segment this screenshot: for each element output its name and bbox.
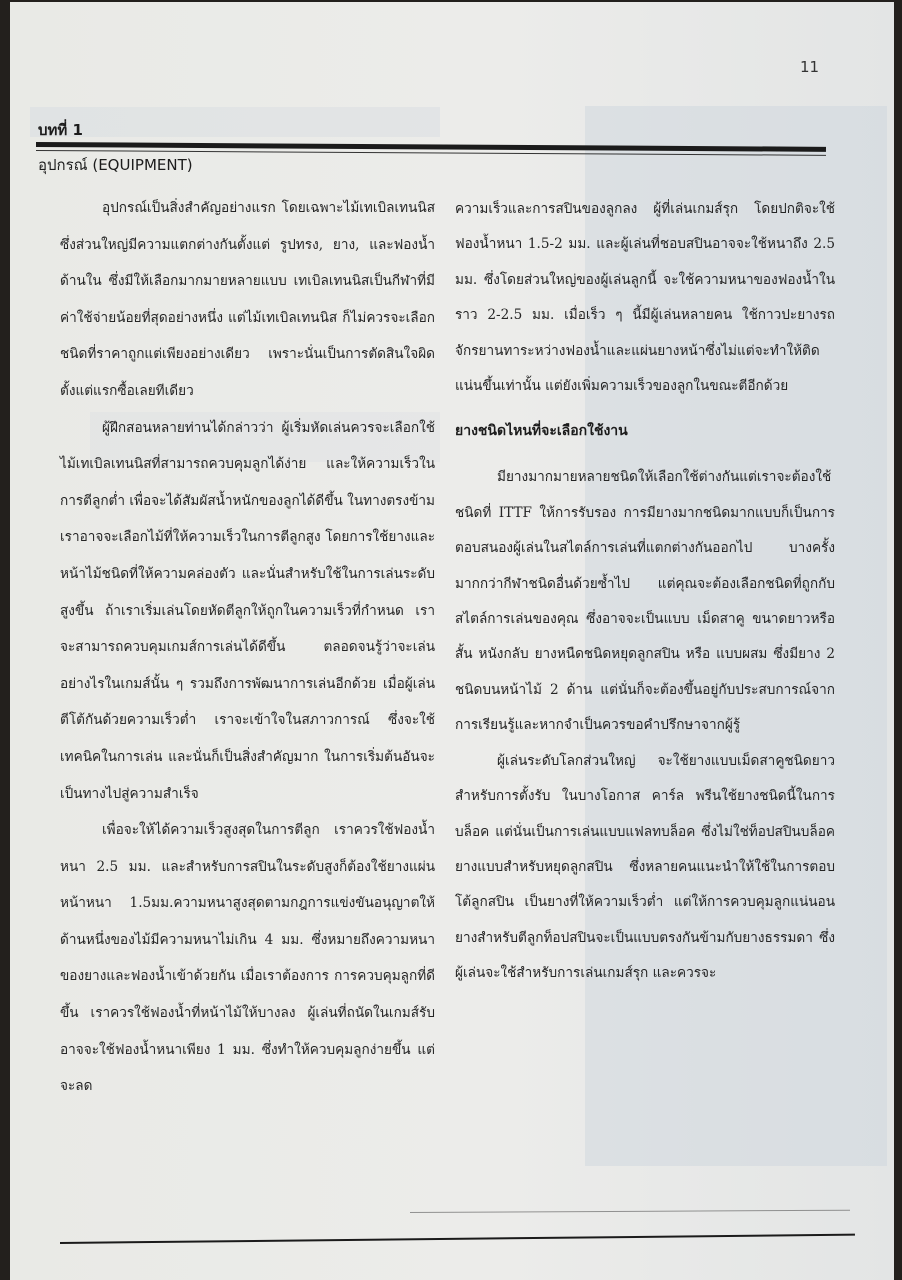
paragraph: เพื่อจะให้ได้ความเร็วสูงสุดในการตีลูก เราควรใช้ฟองน้ำหนา 2.5 มม. และสำหรับการสปินในระดับสูงก็ต้องใช้ยางแผ่นหน้าหนา 1.5มม.ความหนาสูงสุดตามกฎการแข่งขันอนุญาตให้ด้านหนึ่งของไม้มีความหนาไม่เกิน 4 มม. ซึ่งหมายถึงความหนาของยางและฟองน้ำเข้าด้วยกัน เมื่อเราต้องการ การควบคุมลูกที่ดีขึ้น เราควรใช้ฟองน้ำที่หน้าไม้ให้บางลง ผู้เล่นที่ถนัดในเกมส์รับอาจจะใช้ฟองน้ำหนาเพียง 1 มม. ซึ่งทำให้ควบคุมลูกง่ายขึ้น แต่จะลด — [60, 822, 435, 1095]
left-column — [60, 190, 435, 1105]
subsection-heading: ยางชนิดไหนที่จะเลือกใช้งาน — [455, 423, 628, 440]
paragraph: มียางมากมายหลายชนิดให้เลือกใช้ต่างกันแต่เราจะต้องใช้ชนิดที่ ITTF ให้การรับรอง การมียางมากชนิดมากแบบก็เป็นการตอบสนองผู้เล่นในสไตล์การเล่นที่แตกต่างกันออกไป บางครั้งมากกว่ากีฬาชนิดอื่นด้วยซ้ำไป แต่คุณจะต้องเลือกชนิดที่ถูกกับสไตล์การเล่นของคุณ ซึ่งอาจจะเป็นแบบ เม็ดสาคู ขนาดยาวหรือสั้น หนังกลับ ยางหนืดชนิดหยุดลูกสปิน หรือ แบบผสม ซึ่งมียาง 2 ชนิดบนหน้าไม้ 2 ด้าน แต่นั่นก็จะต้องขึ้นอยู่กับประสบการณ์จากการเรียนรู้และหากจำเป็นควรขอคำปรึกษาจากผู้รู้ — [455, 469, 835, 734]
paragraph: ผู้ฝึกสอนหลายท่านได้กล่าวว่า ผู้เริ่มหัดเล่นควรจะเลือกใช้ไม้เทเบิลเทนนิสที่สามารถควบคุมลูกได้ง่าย และให้ความเร็วในการตีลูกต่ำ เพื่อจะได้สัมผัสน้ำหนักของลูกได้ดีขึ้น ในทางตรงข้ามเราอาจจะเลือกไม้ที่ให้ความเร็วในการตีลูกสูง โดยการใช้ยางและหน้าไม้ชนิดที่ให้ความคล่องตัว และนั่นสำหรับใช้ในการเล่นระดับสูงขึ้น ถ้าเราเริ่มเล่นโดยหัดตีลูกให้ถูกในความเร็วที่กำหนด เราจะสามารถควบคุมเกมส์การเล่นได้ดีขึ้น ตลอดจนรู้ว่าจะเล่นอย่างไรในเกมส์นั้น ๆ รวมถึงการพัฒนาการเล่นอีกด้วย เมื่อผู้เล่น ตีโต้กันด้วยความเร็วต่ำ เราจะเข้าใจในสภาวการณ์ ซึ่งจะใช้เทคนิคในการเล่น และนั่นก็เป็นสิ่งสำคัญมาก ในการเริ่มต้นอันจะเป็นทางไปสู่ความสำเร็จ — [60, 419, 435, 802]
footer-rule — [60, 1234, 855, 1244]
page-number: 11 — [800, 58, 820, 76]
paragraph: ความเร็วและการสปินของลูกลง ผู้ที่เล่นเกมส์รุก โดยปกติจะใช้ฟองน้ำหนา 1.5-2 มม. และผู้เล่นที่ชอบสปินอาจจะใช้หนาถึง 2.5 มม. ซึ่งโดยส่วนใหญ่ของผู้เล่นลูกนี้ จะใช้ความหนาของฟองน้ำในราว 2-2.5 มม. เมื่อเร็ว ๆ นี้มีผู้เล่นหลายคน ใช้กาวปะยางรถจักรยานทาระหว่างฟองน้ำและแผ่นยางหน้าซึ่งไม่แต่จะทำให้ติดแน่นขึ้นเท่านั้น แต่ยังเพิ่มความเร็วของลูกในขณะตีอีกด้วย — [455, 201, 835, 395]
footer-rule-thin — [410, 1210, 850, 1213]
show-through-shadow — [30, 107, 440, 137]
paragraph: อุปกรณ์เป็นสิ่งสำคัญอย่างแรก โดยเฉพาะไม้เทเบิลเทนนิส ซึ่งส่วนใหญ่มีความแตกต่างกันตั้งแต่ รูปทรง, ยาง, และฟองน้ำด้านใน ซึ่งมีให้เลือกมากมายหลายแบบ เทเบิลเทนนิสเป็นกีฬาที่มีค่าใช้จ่ายน้อยที่สุดอย่างหนึ่ง แต่ไม้เทเบิลเทนนิส ก็ไม่ควรจะเลือกชนิดที่ราคาถูกแต่เพียงอย่างเดียว เพราะนั่นเป็นการตัดสินใจผิดตั้งแต่แรกซื้อเลยทีเดียว — [60, 200, 435, 399]
book-page — [10, 2, 894, 1280]
section-title: อุปกรณ์ (EQUIPMENT) — [38, 156, 193, 174]
right-column — [455, 192, 835, 992]
chapter-label: บทที่ 1 — [38, 121, 83, 139]
paragraph: ผู้เล่นระดับโลกส่วนใหญ่ จะใช้ยางแบบเม็ดสาคูชนิดยาวสำหรับการตั้งรับ ในบางโอกาส คาร์ล พรีนใช้ยางชนิดนี้ในการบล็อค แต่นั่นเป็นการเล่นแบบแฟลทบล็อค ซึ่งไม่ใช่ท็อปสปินบล็อค ยางแบบสำหรับหยุดลูกสปิน ซึ่งหลายคนแนะนำให้ใช้ในการตอบโต้ลูกสปิน เป็นยางที่ให้ความเร็วต่ำ แต่ให้การควบคุมลูกแน่นอน ยางสำหรับตีลูกท็อปสปินจะเป็นแบบตรงกันข้ามกับยางธรรมดา ซึ่งผู้เล่นจะใช้สำหรับการเล่นเกมส์รุก และควรจะ — [455, 752, 835, 982]
